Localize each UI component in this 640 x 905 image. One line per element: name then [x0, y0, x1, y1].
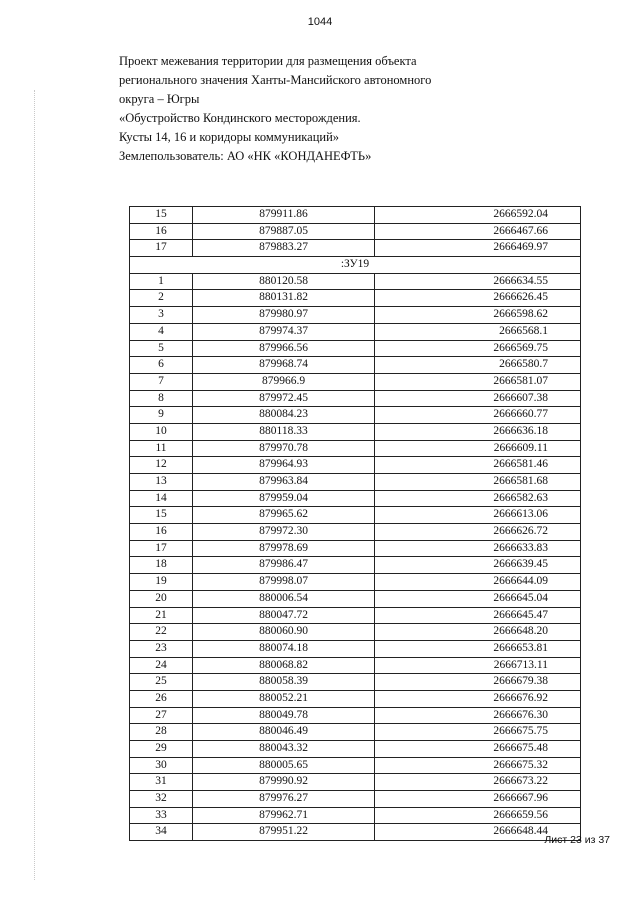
table-row	[130, 357, 581, 374]
point-number-cell: 17	[130, 540, 193, 557]
table-row	[130, 640, 581, 657]
y-coordinate-cell: 2666645.04	[375, 590, 581, 607]
point-number-cell: 3	[130, 307, 193, 324]
point-number-cell: 14	[130, 490, 193, 507]
y-coordinate-cell: 2666581.68	[375, 474, 581, 491]
point-number-cell: 16	[130, 524, 193, 541]
point-number-cell: 31	[130, 774, 193, 791]
y-coordinate-cell: 2666660.77	[375, 407, 581, 424]
point-number-cell: 30	[130, 757, 193, 774]
point-number-cell: 12	[130, 457, 193, 474]
y-coordinate-cell: 2666581.07	[375, 373, 581, 390]
point-number-cell: 15	[130, 207, 193, 224]
x-coordinate-cell: 880043.32	[193, 741, 375, 758]
x-coordinate-cell: 880006.54	[193, 590, 375, 607]
table-row	[130, 590, 581, 607]
rows-before-section	[130, 207, 581, 257]
table-row	[130, 490, 581, 507]
table-row	[130, 240, 581, 257]
table-row	[130, 457, 581, 474]
x-coordinate-cell: 879964.93	[193, 457, 375, 474]
x-coordinate-cell: 879962.71	[193, 807, 375, 824]
point-number-cell: 33	[130, 807, 193, 824]
section-title: :ЗУ19	[130, 257, 581, 274]
point-number-cell: 34	[130, 824, 193, 841]
table-row	[130, 373, 581, 390]
x-coordinate-cell: 880049.78	[193, 707, 375, 724]
point-number-cell: 29	[130, 741, 193, 758]
point-number-cell: 16	[130, 223, 193, 240]
header-line: «Обустройство Кондинского месторождения.	[119, 111, 361, 125]
y-coordinate-cell: 2666675.32	[375, 757, 581, 774]
x-coordinate-cell: 879978.69	[193, 540, 375, 557]
header-line: округа – Югры	[119, 92, 200, 106]
point-number-cell: 25	[130, 674, 193, 691]
table-row	[130, 707, 581, 724]
point-number-cell: 20	[130, 590, 193, 607]
x-coordinate-cell: 880005.65	[193, 757, 375, 774]
y-coordinate-cell: 2666645.47	[375, 607, 581, 624]
table-row	[130, 323, 581, 340]
y-coordinate-cell: 2666648.20	[375, 624, 581, 641]
x-coordinate-cell: 879998.07	[193, 574, 375, 591]
header-line: Землепользователь: АО «НК «КОНДАНЕФТЬ»	[119, 149, 372, 163]
point-number-cell: 19	[130, 574, 193, 591]
x-coordinate-cell: 879972.30	[193, 524, 375, 541]
y-coordinate-cell: 2666609.11	[375, 440, 581, 457]
y-coordinate-cell: 2666648.44	[375, 824, 581, 841]
x-coordinate-cell: 879951.22	[193, 824, 375, 841]
y-coordinate-cell: 2666569.75	[375, 340, 581, 357]
table-row	[130, 540, 581, 557]
x-coordinate-cell: 879970.78	[193, 440, 375, 457]
table-row	[130, 390, 581, 407]
y-coordinate-cell: 2666626.72	[375, 524, 581, 541]
table-row	[130, 340, 581, 357]
table-row	[130, 690, 581, 707]
table-row	[130, 674, 581, 691]
table-row	[130, 557, 581, 574]
y-coordinate-cell: 2666581.46	[375, 457, 581, 474]
y-coordinate-cell: 2666675.75	[375, 724, 581, 741]
point-number-cell: 13	[130, 474, 193, 491]
point-number-cell: 9	[130, 407, 193, 424]
x-coordinate-cell: 879963.84	[193, 474, 375, 491]
x-coordinate-cell: 879986.47	[193, 557, 375, 574]
x-coordinate-cell: 879976.27	[193, 791, 375, 808]
rows-after-section	[130, 273, 581, 840]
point-number-cell: 2	[130, 290, 193, 307]
point-number-cell: 28	[130, 724, 193, 741]
x-coordinate-cell: 879990.92	[193, 774, 375, 791]
table-row	[130, 807, 581, 824]
x-coordinate-cell: 880074.18	[193, 640, 375, 657]
table-row	[130, 607, 581, 624]
y-coordinate-cell: 2666568.1	[375, 323, 581, 340]
y-coordinate-cell: 2666626.45	[375, 290, 581, 307]
table-row	[130, 440, 581, 457]
x-coordinate-cell: 879980.97	[193, 307, 375, 324]
y-coordinate-cell: 2666469.97	[375, 240, 581, 257]
y-coordinate-cell: 2666659.56	[375, 807, 581, 824]
table-row	[130, 824, 581, 841]
x-coordinate-cell: 879974.37	[193, 323, 375, 340]
x-coordinate-cell: 879965.62	[193, 507, 375, 524]
y-coordinate-cell: 2666653.81	[375, 640, 581, 657]
margin-dotted-line	[34, 90, 35, 880]
table-row	[130, 507, 581, 524]
point-number-cell: 27	[130, 707, 193, 724]
table-row	[130, 624, 581, 641]
y-coordinate-cell: 2666582.63	[375, 490, 581, 507]
x-coordinate-cell: 879972.45	[193, 390, 375, 407]
point-number-cell: 21	[130, 607, 193, 624]
x-coordinate-cell: 879966.9	[193, 373, 375, 390]
point-number-cell: 4	[130, 323, 193, 340]
point-number-cell: 15	[130, 507, 193, 524]
point-number-cell: 1	[130, 273, 193, 290]
table-row	[130, 273, 581, 290]
point-number-cell: 24	[130, 657, 193, 674]
point-number-cell: 7	[130, 373, 193, 390]
x-coordinate-cell: 879883.27	[193, 240, 375, 257]
point-number-cell: 32	[130, 791, 193, 808]
y-coordinate-cell: 2666676.92	[375, 690, 581, 707]
point-number-cell: 23	[130, 640, 193, 657]
point-number-cell: 5	[130, 340, 193, 357]
y-coordinate-cell: 2666675.48	[375, 741, 581, 758]
y-coordinate-cell: 2666667.96	[375, 791, 581, 808]
table-row	[130, 223, 581, 240]
table-row	[130, 657, 581, 674]
section-row	[130, 257, 581, 274]
section-header-group	[130, 257, 581, 274]
y-coordinate-cell: 2666679.38	[375, 674, 581, 691]
x-coordinate-cell: 879911.86	[193, 207, 375, 224]
y-coordinate-cell: 2666644.09	[375, 574, 581, 591]
y-coordinate-cell: 2666636.18	[375, 423, 581, 440]
point-number-cell: 11	[130, 440, 193, 457]
y-coordinate-cell: 2666676.30	[375, 707, 581, 724]
table-row	[130, 423, 581, 440]
x-coordinate-cell: 880052.21	[193, 690, 375, 707]
table-row	[130, 724, 581, 741]
header-line: Проект межевания территории для размещения объекта	[119, 54, 417, 68]
table-row	[130, 207, 581, 224]
x-coordinate-cell: 880068.82	[193, 657, 375, 674]
x-coordinate-cell: 880084.23	[193, 407, 375, 424]
y-coordinate-cell: 2666639.45	[375, 557, 581, 574]
table-row	[130, 574, 581, 591]
y-coordinate-cell: 2666592.04	[375, 207, 581, 224]
point-number-cell: 8	[130, 390, 193, 407]
table-row	[130, 474, 581, 491]
x-coordinate-cell: 880047.72	[193, 607, 375, 624]
x-coordinate-cell: 880046.49	[193, 724, 375, 741]
x-coordinate-cell: 880120.58	[193, 273, 375, 290]
point-number-cell: 22	[130, 624, 193, 641]
y-coordinate-cell: 2666633.83	[375, 540, 581, 557]
x-coordinate-cell: 880060.90	[193, 624, 375, 641]
table-row	[130, 741, 581, 758]
y-coordinate-cell: 2666607.38	[375, 390, 581, 407]
table-row	[130, 774, 581, 791]
point-number-cell: 10	[130, 423, 193, 440]
coordinates-table	[129, 206, 581, 841]
x-coordinate-cell: 880058.39	[193, 674, 375, 691]
table-row	[130, 407, 581, 424]
y-coordinate-cell: 2666580.7	[375, 357, 581, 374]
table-row	[130, 757, 581, 774]
x-coordinate-cell: 880118.33	[193, 423, 375, 440]
point-number-cell: 18	[130, 557, 193, 574]
point-number-cell: 17	[130, 240, 193, 257]
y-coordinate-cell: 2666673.22	[375, 774, 581, 791]
y-coordinate-cell: 2666598.62	[375, 307, 581, 324]
header-line: регионального значения Ханты-Мансийского автономного	[119, 73, 432, 87]
page-number: 1044	[307, 16, 333, 28]
x-coordinate-cell: 880131.82	[193, 290, 375, 307]
x-coordinate-cell: 879966.56	[193, 340, 375, 357]
y-coordinate-cell: 2666713.11	[375, 657, 581, 674]
table-row	[130, 791, 581, 808]
x-coordinate-cell: 879959.04	[193, 490, 375, 507]
y-coordinate-cell: 2666467.66	[375, 223, 581, 240]
x-coordinate-cell: 879968.74	[193, 357, 375, 374]
y-coordinate-cell: 2666634.55	[375, 273, 581, 290]
table-row	[130, 290, 581, 307]
header-line: Кусты 14, 16 и коридоры коммуникаций»	[119, 130, 340, 144]
table-row	[130, 307, 581, 324]
sheet-number: Лист 23 из 37	[544, 834, 610, 846]
document-header	[119, 52, 439, 166]
table-row	[130, 524, 581, 541]
point-number-cell: 6	[130, 357, 193, 374]
y-coordinate-cell: 2666613.06	[375, 507, 581, 524]
x-coordinate-cell: 879887.05	[193, 223, 375, 240]
point-number-cell: 26	[130, 690, 193, 707]
